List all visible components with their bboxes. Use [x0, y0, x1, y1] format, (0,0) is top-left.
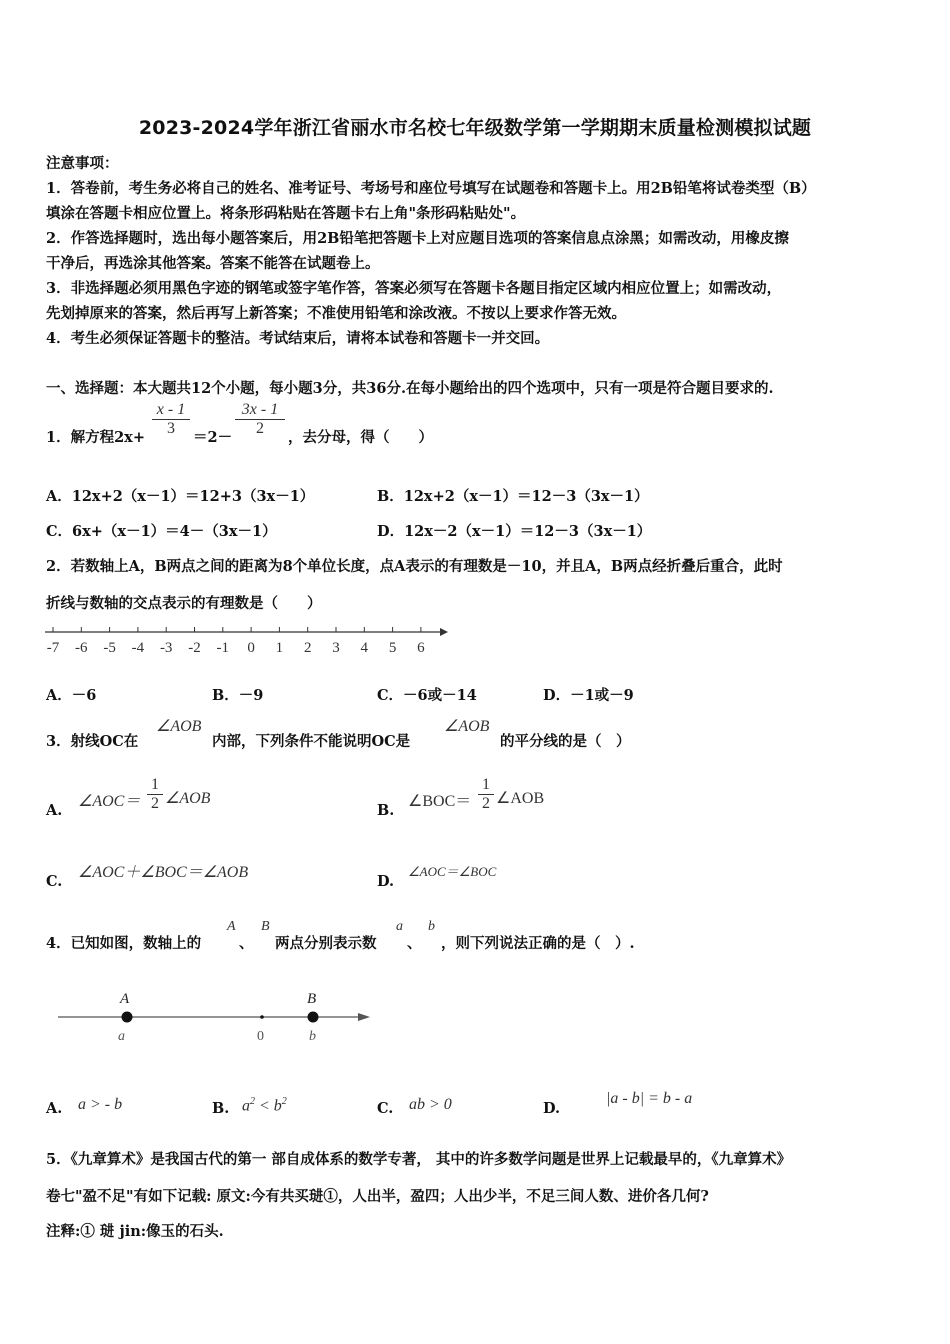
q3-option-c-expr: ∠AOC＋∠BOC＝∠AOB	[78, 864, 249, 881]
q4-middle: 两点分别表示数	[275, 935, 377, 952]
q4-fig-label-b: B	[307, 991, 317, 1007]
number-line-tick-label: 3	[332, 640, 340, 656]
number-line-tick-label: 6	[417, 640, 425, 656]
q3-option-b-left: ∠BOC＝	[408, 793, 472, 810]
section-heading: 一、选择题：本大题共12个小题，每小题3分，共36分.在每小题给出的四个选项中，只有一项是符合题目要求的.	[46, 380, 774, 397]
q3-option-b-label[interactable]: B.	[377, 802, 395, 819]
q4-point-a: A	[227, 919, 236, 934]
q4-option-a-label[interactable]: A.	[46, 1100, 63, 1117]
number-line-tick-label: -4	[131, 640, 145, 656]
q2-stem-line2: 折线与数轴的交点表示的有理数是（ ）	[46, 595, 322, 612]
q4-point-b: B	[261, 919, 270, 934]
q2-option-b[interactable]: B．－9	[212, 687, 264, 704]
number-line-tick-label: 5	[388, 640, 397, 656]
q1-option-b[interactable]: B．12x+2（x－1）＝12－3（3x－1）	[377, 488, 649, 505]
q3-option-a-label[interactable]: A.	[46, 802, 63, 819]
notice-line: 3．非选择题必须用黑色字迹的钢笔或签字笔作答，答案必须写在答题卡各题目指定区域内相应位置上；如需改动，	[46, 280, 782, 297]
q4-option-c-expr: ab > 0	[409, 1096, 452, 1113]
q4-separator: 、	[239, 935, 254, 952]
q1-prefix: 1．解方程2x+	[46, 429, 145, 446]
notice-line: 填涂在答题卡相应位置上。将条形码粘贴在答题卡右上角"条形码粘贴处"。	[46, 205, 526, 222]
notice-line: 1．答卷前，考生务必将自己的姓名、准考证号、考场号和座位号填写在试题卷和答题卡上。用2B铅笔将试卷类型（B）	[46, 180, 816, 197]
q3-prefix: 3．射线OC在	[46, 733, 139, 750]
q4-axis-arrow	[358, 1013, 370, 1021]
q3-suffix: 的平分线的是（ ）	[500, 733, 631, 750]
q4-option-d-expr: |a - b| = b - a	[606, 1090, 693, 1107]
number-line-tick-label: -6	[75, 640, 88, 656]
q5-stem-line2: 卷七"盈不足"有如下记载: 原文:今有共买琎①，人出半，盈四；人出少半，不足三间人数、进价各几何?	[46, 1188, 709, 1205]
number-line-tick-label: -1	[216, 640, 230, 656]
notice-line: 干净后，再选涂其他答案。答案不能答在试题卷上。	[46, 255, 380, 272]
q4-fig-label-a: A	[120, 991, 130, 1007]
q4-option-a-expr: a > - b	[78, 1096, 123, 1113]
number-line-tick-label: 1	[275, 640, 284, 656]
q3-option-b-half: $\frac{1}{2}$	[478, 776, 494, 813]
q4-separator: 、	[407, 935, 422, 952]
q3-option-d-label[interactable]: D.	[377, 873, 395, 890]
number-line-arrow	[440, 628, 448, 636]
notice-heading: 注意事项：	[46, 155, 119, 172]
q4-point-a-dot	[122, 1012, 133, 1023]
number-line-tick-label: -7	[46, 640, 60, 656]
q4-number-line-figure	[50, 984, 380, 1050]
q4-option-b-label[interactable]: B.	[212, 1100, 230, 1117]
q1-suffix: ，去分母，得（ ）	[288, 429, 433, 446]
q1-option-d[interactable]: D．12x－2（x－1）＝12－3（3x－1）	[377, 523, 652, 540]
q4-option-d-label[interactable]: D.	[543, 1100, 561, 1117]
q2-option-c[interactable]: C．－6或－14	[377, 687, 477, 704]
q3-option-a-right: ∠AOB	[165, 790, 211, 807]
q1-fraction-1: $\frac{x - 1}{3}$	[152, 401, 190, 438]
number-line-tick-label: -2	[188, 640, 201, 656]
q5-stem-line1: 5．《九章算术》是我国古代的第一 部自成体系的数学专著， 其中的许多数学问题是世界上记载最早的，《九章算术》	[46, 1151, 792, 1168]
q3-angle-1: ∠AOB	[156, 718, 202, 735]
q4-origin-dot	[260, 1015, 264, 1019]
q3-option-a-half: $\frac{1}{2}$	[147, 776, 163, 813]
q3-option-a-left: ∠AOC＝	[78, 793, 141, 810]
q4-fig-value-b: b	[309, 1029, 316, 1044]
q1-fraction-2: $\frac{3x - 1}{2}$	[235, 401, 285, 438]
notice-line: 先划掉原来的答案，然后再写上新答案；不准使用铅笔和涂改液。不按以上要求作答无效。	[46, 305, 626, 322]
q4-var-b: b	[428, 919, 435, 934]
q1-option-c[interactable]: C．6x+（x－1）＝4－（3x－1）	[46, 523, 277, 540]
q4-suffix: ，则下列说法正确的是（ ）.	[441, 935, 635, 952]
q4-prefix: 4．已知如图，数轴上的	[46, 935, 202, 952]
q3-middle: 内部，下列条件不能说明OC是	[212, 733, 411, 750]
notice-line: 2．作答选择题时，选出每小题答案后，用2B铅笔把答题卡上对应题目选项的答案信息点涂黑；如需改动，用橡皮擦	[46, 230, 789, 247]
q2-stem-line1: 2．若数轴上A，B两点之间的距离为8个单位长度，点A表示的有理数是－10，并且A，B两点经折叠后重合，此时	[46, 558, 783, 575]
q4-var-a: a	[396, 919, 403, 934]
number-line-tick-label: 0	[247, 640, 255, 656]
q5-note: 注释:① 琎 jin:像玉的石头.	[46, 1223, 224, 1240]
q4-fig-value-0: 0	[257, 1029, 264, 1044]
q3-option-c-label[interactable]: C.	[46, 873, 63, 890]
q2-option-d[interactable]: D．－1或－9	[543, 687, 634, 704]
page-title: 2023-2024学年浙江省丽水市名校七年级数学第一学期期末质量检测模拟试题	[138, 117, 812, 139]
number-line-tick-label: -3	[159, 640, 173, 656]
q2-option-a[interactable]: A．－6	[46, 687, 97, 704]
q3-option-b-right: ∠AOB	[496, 790, 545, 807]
number-line-tick-label: 4	[360, 640, 369, 656]
q3-angle-2: ∠AOB	[444, 718, 490, 735]
q2-number-line	[40, 620, 460, 660]
q4-option-b-expr: $a^2 < b^2$	[242, 1096, 287, 1115]
q4-fig-value-a: a	[118, 1029, 125, 1044]
number-line-tick-label: -5	[103, 640, 116, 656]
q1-middle: ＝2－	[193, 429, 233, 446]
q4-point-b-dot	[308, 1012, 319, 1023]
q3-option-d-expr: ∠AOC＝∠BOC	[408, 864, 497, 879]
number-line-tick-label: 2	[303, 640, 312, 656]
q1-option-a[interactable]: A．12x+2（x－1）＝12+3（3x－1）	[46, 488, 315, 505]
notice-line: 4．考生必须保证答题卡的整洁。考试结束后，请将本试卷和答题卡一并交回。	[46, 330, 550, 347]
q4-option-c-label[interactable]: C.	[377, 1100, 394, 1117]
